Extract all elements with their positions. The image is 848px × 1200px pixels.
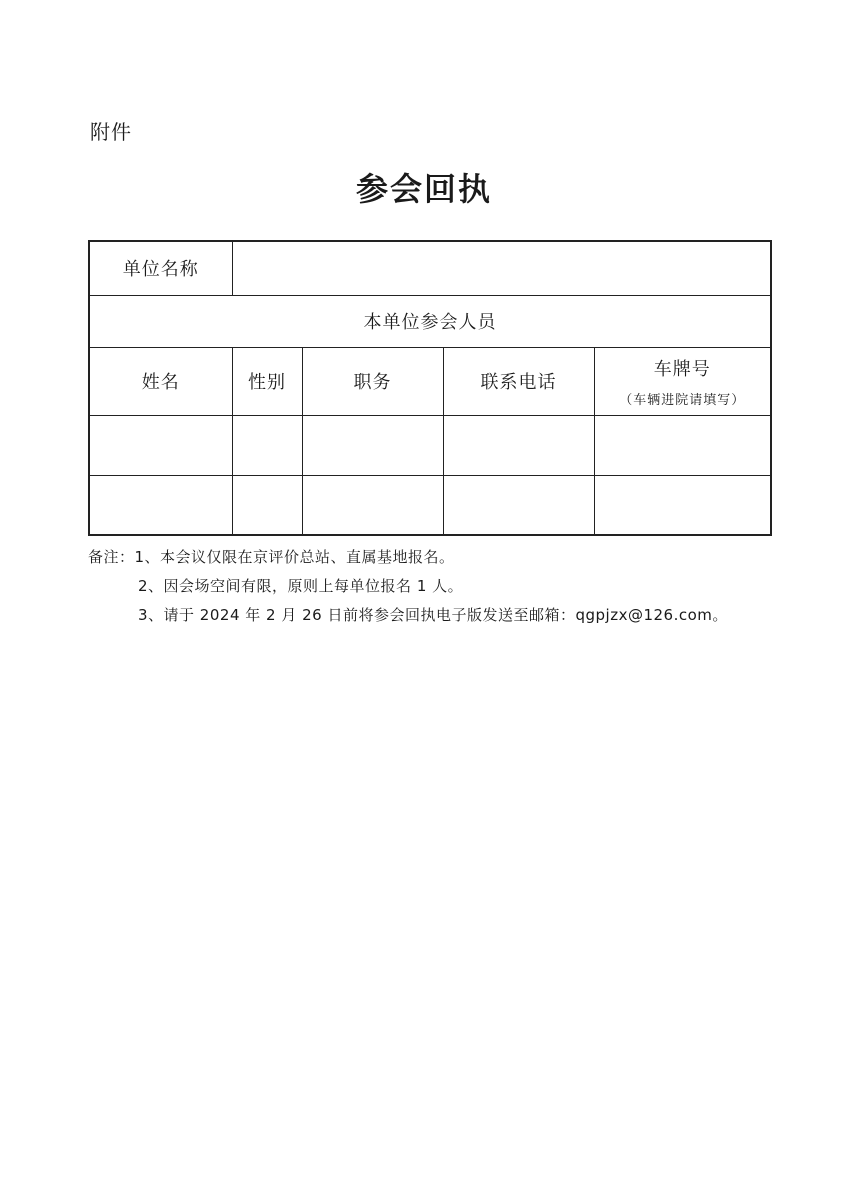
page-title: 参会回执 [355,170,492,208]
note-item-1: 备注：1、本会议仅限在京评价总站、直属基地报名。 [88,548,455,566]
position-cell[interactable] [302,415,443,475]
column-header-gender: 性别 [232,347,302,415]
name-cell[interactable] [89,475,232,535]
registration-form-table [88,240,772,536]
unit-name-label: 单位名称 [89,241,232,295]
notes-prefix: 备注： [88,548,135,566]
phone-cell[interactable] [443,475,594,535]
column-header-position: 职务 [302,347,443,415]
plate-cell[interactable] [594,475,771,535]
table-row [89,475,771,535]
column-header-name: 姓名 [89,347,232,415]
note-item-3: 3、请于 2024 年 2 月 26 日前将参会回执电子版发送至邮箱：qgpjzx@126.com。 [138,606,728,624]
name-cell[interactable] [89,415,232,475]
note-item-2: 2、因会场空间有限，原则上每单位报名 1 人。 [138,577,464,595]
column-header-plate [594,347,771,415]
attendees-header: 本单位参会人员 [89,295,771,347]
gender-cell[interactable] [232,415,302,475]
table-row [89,415,771,475]
plate-label: 车牌号 [653,358,711,380]
unit-name-field[interactable] [232,241,771,295]
position-cell[interactable] [302,475,443,535]
gender-cell[interactable] [232,475,302,535]
attachment-label: 附件 [90,120,132,144]
column-header-phone: 联系电话 [443,347,594,415]
phone-cell[interactable] [443,415,594,475]
plate-note: （车辆进院请填写） [619,392,746,408]
notes-section [88,543,728,630]
plate-cell[interactable] [594,415,771,475]
